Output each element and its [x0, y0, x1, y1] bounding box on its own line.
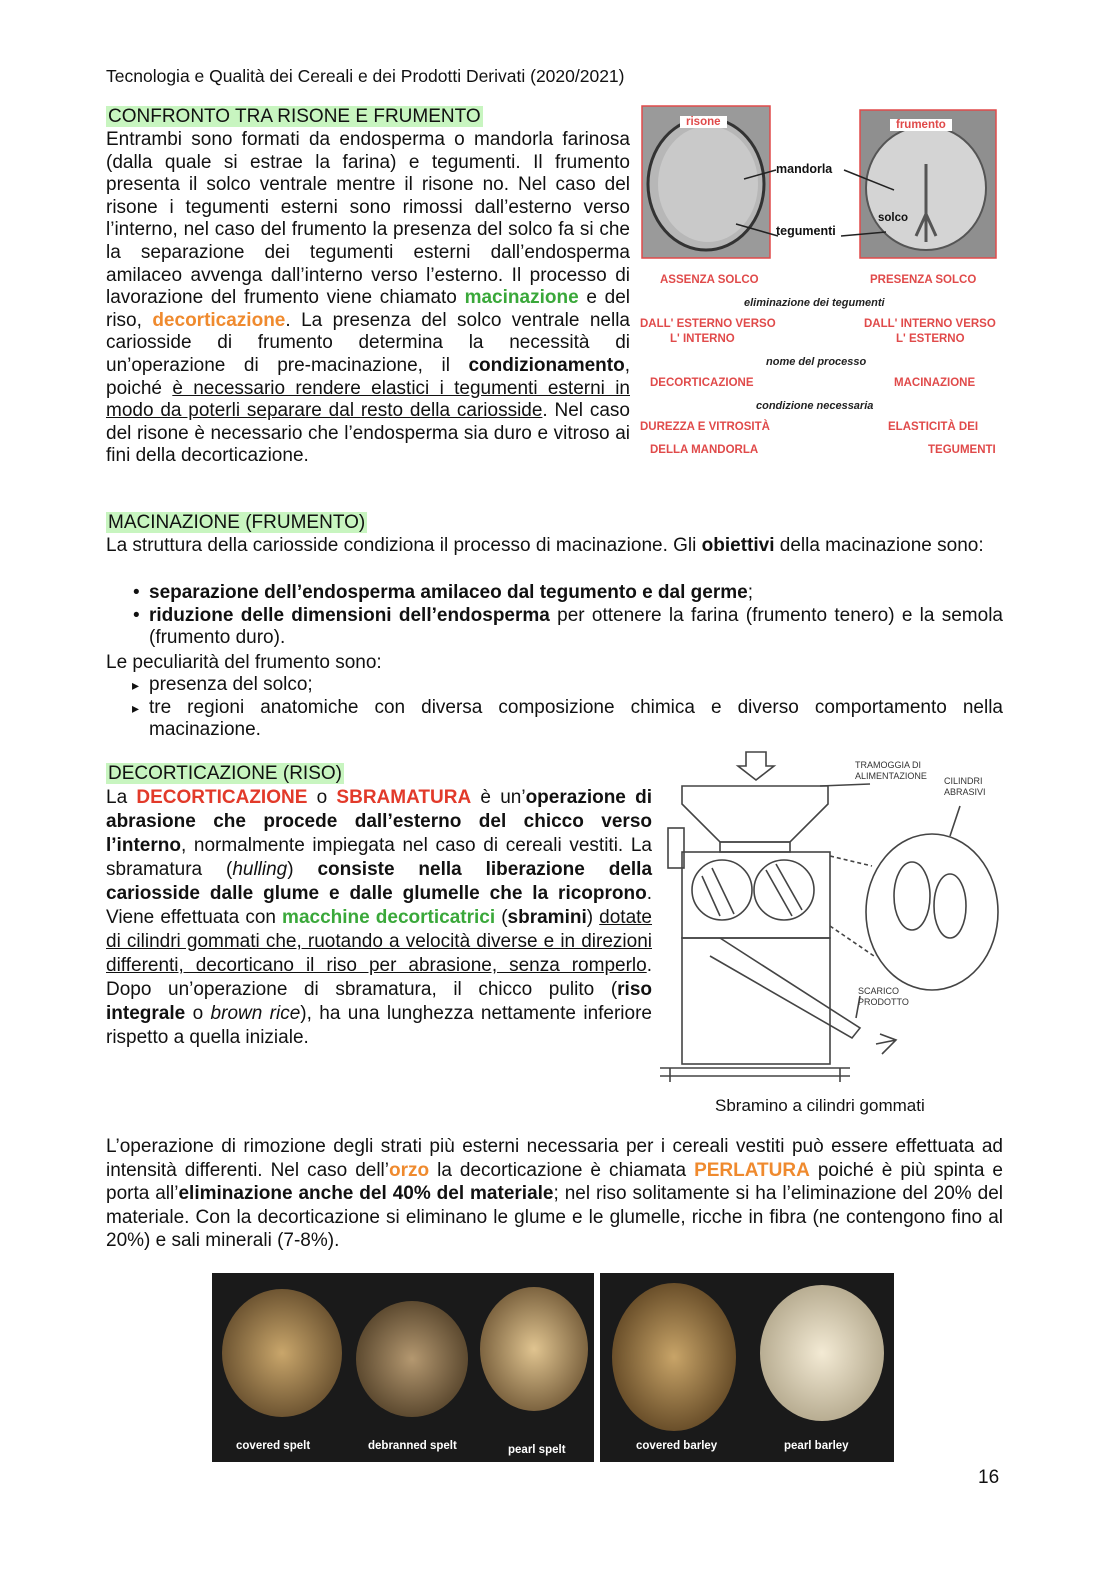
label-decorticazione: DECORTICAZIONE [650, 377, 754, 389]
list-item: ▸ presenza del solco; [149, 674, 1003, 697]
term-condizionamento: condizionamento [468, 354, 625, 376]
spelt-grains-image [212, 1273, 594, 1462]
label-assenza-solco: ASSENZA SOLCO [660, 274, 759, 286]
list-item: • riduzione delle dimensioni dell’endosperma per ottenere la farina (frumento tenero) e la semola (frumento duro). [149, 605, 1003, 650]
heading-text: MACINAZIONE (FRUMENTO) [108, 512, 366, 533]
term-sbramatura: SBRAMATURA [336, 787, 472, 808]
underlined-text: è necessario rendere elastici i tegumenti esterni in modo da poterli separare dal resto della cariosside [106, 377, 630, 422]
label-frumento: frumento [890, 119, 952, 131]
machine-caption: Sbramino a cilindri gommati [715, 1096, 925, 1115]
macinazione-intro: La struttura della cariosside condiziona il processo di macinazione. Gli obiettivi della macinazione sono: [106, 535, 984, 556]
term-macchine-decorticatrici: macchine decorticatrici [282, 907, 496, 928]
label-condizione: condizione necessaria [756, 400, 874, 412]
label-elasticita-2: TEGUMENTI [928, 444, 996, 456]
barley-photo [600, 1273, 894, 1462]
label-pearl-spelt: pearl spelt [508, 1444, 566, 1456]
sbramino-drawing [660, 746, 1010, 1086]
section-heading-confronto [106, 106, 483, 128]
list-item: ▸ tre regioni anatomiche con diversa composizione chimica e diverso comportamento nella macinazione. [149, 697, 1003, 742]
label-nome-processo: nome del processo [766, 356, 867, 368]
label-cilindri: CILINDRI ABRASIVI [944, 776, 986, 797]
label-dall-interno-1: DALL' INTERNO VERSO [864, 318, 996, 330]
label-solco: solco [878, 212, 909, 224]
page-number: 16 [978, 1467, 1000, 1488]
barley-grains-image [600, 1273, 894, 1462]
peculiarita-label: Le peculiarità del frumento sono: [106, 652, 382, 673]
label-elasticita-1: ELASTICITÀ DEI [888, 421, 979, 433]
perlatura-paragraph: L’operazione di rimozione degli strati più esterni necessaria per i cereali vestiti può essere effettuata ad intensità differenti. Nel caso dell’orzo la decorticazione è chiamata PERLATURA poiché è più spinta e porta all’eliminazione anche del 40% del materiale; nel riso solitamente si ha l’eliminazione del 20% del materiale. Con la decorticazione si eliminano le glume e le glumelle, ricche in fibra (ne contengono fino al 20%) e sali minerali (7-8%). [106, 1136, 1003, 1251]
heading-text: DECORTICAZIONE (RISO) [108, 763, 342, 784]
label-dall-esterno-1: DALL' ESTERNO VERSO [640, 318, 776, 330]
term-obiettivi: obiettivi [701, 535, 775, 556]
term-decorticazione: DECORTICAZIONE [136, 787, 308, 808]
label-dall-interno-2: L' ESTERNO [896, 333, 965, 345]
page-header: Tecnologia e Qualità dei Cereali e dei Prodotti Derivati (2020/2021) [106, 66, 625, 86]
term-orzo: orzo [389, 1159, 430, 1181]
underlined-text: dotate di cilindri gommati che, ruotando a velocità diverse e in direzioni differenti, decorticano il riso per abrasione, senza romperlo [106, 907, 652, 976]
label-tramoggia: TRAMOGGIA DI ALIMENTAZIONE [855, 760, 927, 781]
section-heading-macinazione [106, 512, 367, 534]
heading-text: CONFRONTO TRA RISONE E FRUMENTO [108, 106, 481, 127]
section-heading-decorticazione [106, 763, 344, 785]
obiettivi-list [121, 582, 1003, 650]
label-mandorla: mandorla [776, 162, 833, 176]
label-presenza-solco: PRESENZA SOLCO [870, 274, 977, 286]
risone-frumento-diagram [636, 104, 1006, 484]
label-covered-barley: covered barley [636, 1440, 718, 1452]
label-macinazione: MACINAZIONE [894, 377, 976, 389]
label-pearl-barley: pearl barley [784, 1440, 849, 1452]
label-debranned-spelt: debranned spelt [368, 1440, 457, 1452]
list-item: • separazione dell’endosperma amilaceo dal tegumento e dal germe; [149, 582, 1003, 605]
label-durezza-1: DUREZZA E VITROSITÀ [640, 421, 770, 433]
label-durezza-2: DELLA MANDORLA [650, 444, 759, 456]
confronto-paragraph: Entrambi sono formati da endosperma o mandorla farinosa (dalla quale si estrae la farina) e tegumenti. Il frumento presenta il solco ventrale mentre il risone no. Nel caso del risone i tegumenti esterni sono rimossi dall’esterno verso l’interno, nel caso del frumento la presenza del solco fa si che la separazione dei tegumenti esterni dall’endosperma amilaceo avvenga dall’interno verso l’esterno. Il processo di lavorazione del frumento viene chiamato macinazione e del riso, decorticazione. La presenza del solco ventrale nella cariosside di frumento determina la necessità di un’operazione di pre-macinazione, il condizionamento, poiché è necessario rendere elastici i tegumenti esterni in modo da poterli separare dal resto della cariosside. Nel caso del risone è necessario che l’endosperma sia duro e vitroso ai fini della decorticazione. [106, 129, 630, 467]
label-tegumenti: tegumenti [776, 224, 836, 238]
label-covered-spelt: covered spelt [236, 1440, 311, 1452]
term-macinazione: macinazione [464, 287, 579, 309]
label-dall-esterno-2: L' INTERNO [670, 333, 735, 345]
label-risone: risone [680, 116, 727, 128]
term-perlatura: PERLATURA [694, 1159, 810, 1181]
label-scarico: SCARICO PRODOTTO [858, 986, 909, 1007]
term-decorticazione: decorticazione [152, 309, 286, 331]
label-eliminazione: eliminazione dei tegumenti [744, 297, 885, 309]
peculiarita-list [121, 674, 1003, 742]
decorticazione-paragraph: La DECORTICAZIONE o SBRAMATURA è un’operazione di abrasione che procede dall’esterno del chicco verso l’interno, normalmente impiegata nel caso di cereali vestiti. La sbramatura (hulling) consiste nella liberazione della cariosside dalle glume e dalle glumelle che la ricoprono. Viene effettuata con macchine decorticatrici (sbramini) dotate di cilindri gommati che, ruotando a velocità diverse e in direzioni differenti, decorticano il riso per abrasione, senza romperlo. Dopo un’operazione di sbramatura, il chicco pulito (riso integrale o brown rice), ha una lunghezza nettamente inferiore rispetto a quella iniziale. [106, 787, 653, 1048]
spelt-photo [212, 1273, 594, 1462]
